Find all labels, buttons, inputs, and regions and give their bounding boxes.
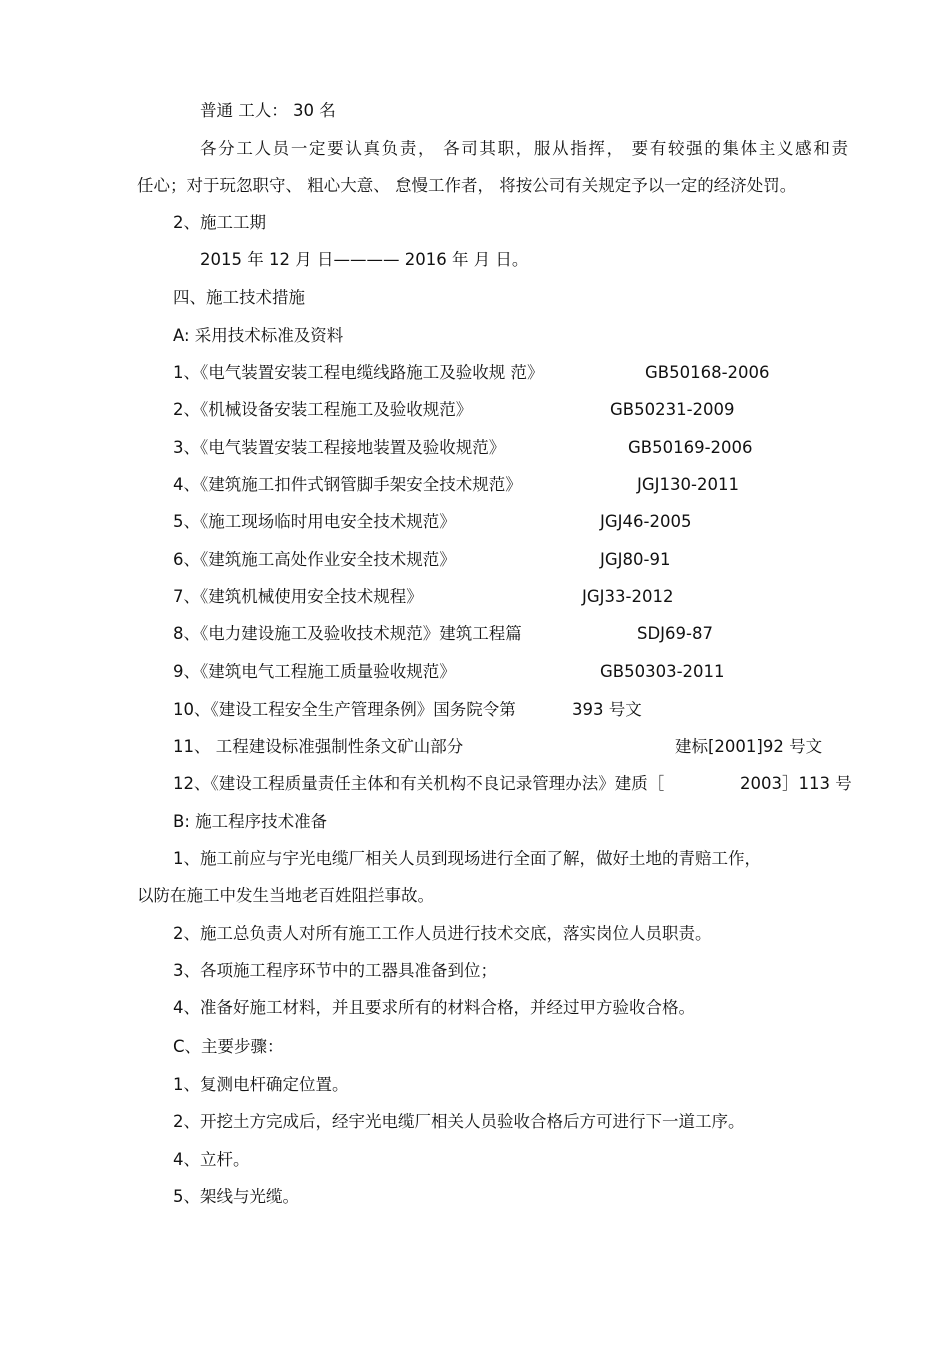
section-heading: C、主要步骤： (173, 1037, 284, 1056)
list-item: 4、立杆。 (173, 1150, 250, 1169)
list-item: 3、各项施工程序环节中的工器具准备到位； (173, 961, 497, 980)
section-heading: A: 采用技术标准及资料 (173, 326, 344, 345)
standard-code: JGJ33-2012 (582, 587, 674, 606)
text-line: 普通 工人： 30 名 (200, 101, 336, 120)
section-heading: B: 施工程序技术准备 (173, 812, 328, 831)
section-heading: 2、施工工期 (173, 213, 266, 232)
list-item: 4、准备好施工材料，并且要求所有的材料合格，并经过甲方验收合格。 (173, 998, 695, 1017)
standard-title: 8、《电力建设施工及验收技术规范》建筑工程篇 (173, 624, 522, 643)
standard-code: JGJ46-2005 (600, 512, 692, 531)
list-item: 2、施工总负责人对所有施工工作人员进行技术交底，落实岗位人员职责。 (173, 924, 712, 943)
standard-code: JGJ130-2011 (637, 475, 739, 494)
standard-title: 11、 工程建设标准强制性条文矿山部分 (173, 737, 464, 756)
standard-code: JGJ80-91 (600, 550, 671, 569)
standard-code: SDJ69-87 (637, 624, 713, 643)
list-item: 5、架线与光缆。 (173, 1187, 299, 1206)
standard-code: GB50168-2006 (645, 363, 770, 382)
list-item: 1、施工前应与宇光电缆厂相关人员到现场进行全面了解，做好土地的青赔工作， (173, 849, 761, 868)
standard-title: 9、《建筑电气工程施工质量验收规范》 (173, 662, 456, 681)
standard-title: 12、《建设工程质量责任主体和有关机构不良记录管理办法》建质［ (173, 774, 665, 793)
standard-title: 5、《施工现场临时用电安全技术规范》 (173, 512, 456, 531)
standard-title: 6、《建筑施工高处作业安全技术规范》 (173, 550, 456, 569)
standard-title: 7、《建筑机械使用安全技术规程》 (173, 587, 423, 606)
date-line: 2015 年 12 月 日———— 2016 年 月 日。 (200, 250, 529, 269)
standard-title: 1、《电气装置安装工程电缆线路施工及验收规 范》 (173, 363, 544, 382)
standard-code: 393 号文 (572, 700, 642, 719)
standard-code: GB50231-2009 (610, 400, 735, 419)
standard-title: 10、《建设工程安全生产管理条例》国务院令第 (173, 700, 516, 719)
standard-code: GB50303-2011 (600, 662, 725, 681)
text-line: 任心；对于玩忽职守、 粗心大意、 怠慢工作者， 将按公司有关规定予以一定的经济处罚。 (137, 176, 797, 195)
standard-title: 4、《建筑施工扣件式钢管脚手架安全技术规范》 (173, 475, 522, 494)
standard-title: 2、《机械设备安装工程施工及验收规范》 (173, 400, 473, 419)
standard-code: GB50169-2006 (628, 438, 753, 457)
list-item: 1、复测电杆确定位置。 (173, 1075, 349, 1094)
text-line: 各分工人员一定要认真负责， 各司其职，服从指挥， 要有较强的集体主义感和责 (200, 139, 848, 158)
list-item-continuation: 以防在施工中发生当地老百姓阻拦事故。 (137, 886, 434, 905)
standard-title: 3、《电气装置安装工程接地装置及验收规范》 (173, 438, 506, 457)
section-heading: 四、施工技术措施 (173, 288, 305, 307)
standard-code: 2003］113 号 (740, 774, 852, 793)
list-item: 2、开挖土方完成后，经宇光电缆厂相关人员验收合格后方可进行下一道工序。 (173, 1112, 745, 1131)
standard-code: 建标[2001]92 号文 (675, 737, 823, 756)
